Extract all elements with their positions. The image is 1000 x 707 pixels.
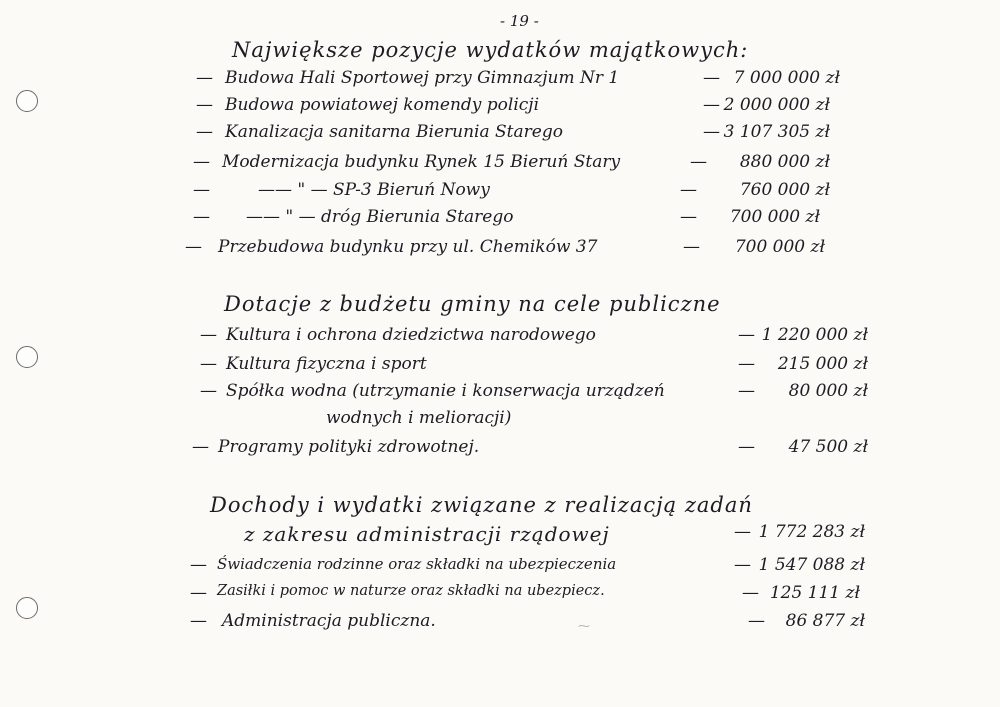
- list-item: — Kanalizacja sanitarna Bierunia Starego — 3 107 305 zł: [196, 122, 830, 142]
- list-item: — Kultura i ochrona dziedzictwa narodowego — 1 220 000 zł: [200, 325, 868, 345]
- list-item: — Administracja publiczna. — 86 877 zł: [190, 611, 865, 631]
- section-heading-government-tasks-line2: z zakresu administracji rządowej — 1 772 283 zł: [244, 522, 865, 546]
- list-item: — Świadczenia rodzinne oraz składki na ubezpieczenia — 1 547 088 zł: [190, 555, 865, 575]
- list-item: — Budowa Hali Sportowej przy Gimnazjum Nr 1 — 7 000 000 zł: [196, 68, 840, 88]
- ink-smudge-icon: ⁓: [578, 619, 590, 633]
- list-item-continuation: wodnych i melioracji): [326, 408, 512, 428]
- section-heading-capital-expenditures: Największe pozycje wydatków majątkowych:: [232, 38, 749, 62]
- list-item: — Budowa powiatowej komendy policji — 2 000 000 zł: [196, 95, 830, 115]
- section-heading-government-tasks: Dochody i wydatki związane z realizacją zadań: [210, 493, 753, 517]
- list-item: — Przebudowa budynku przy ul. Chemików 37 — 700 000 zł: [185, 237, 825, 257]
- list-item: — Modernizacja budynku Rynek 15 Bieruń Stary — 880 000 zł: [193, 152, 830, 172]
- section-heading-grants: Dotacje z budżetu gminy na cele publiczne: [224, 292, 721, 316]
- list-item: — Kultura fizyczna i sport — 215 000 zł: [200, 354, 868, 374]
- list-item: — —— " — dróg Bierunia Starego — 700 000 zł: [193, 207, 820, 227]
- list-item: — Zasiłki i pomoc w naturze oraz składki na ubezpiecz. — 125 111 zł: [190, 583, 860, 603]
- page-number: - 19 -: [500, 12, 539, 30]
- list-item: — Spółka wodna (utrzymanie i konserwacja urządzeń — 80 000 zł: [200, 381, 868, 401]
- list-item: — —— " — SP-3 Bieruń Nowy — 760 000 zł: [193, 180, 830, 200]
- list-item: — Programy polityki zdrowotnej. — 47 500 zł: [192, 437, 868, 457]
